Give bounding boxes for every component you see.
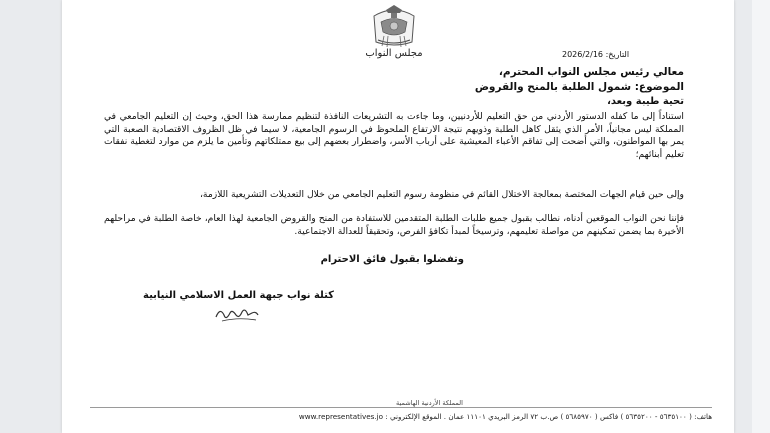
- letter-paragraph-1: استناداً إلى ما كفله الدستور الأردني من حق التعليم للأردنيين، وما جاءت به التشريعات النافذة لتنظيم ممارسة هذا الحق، وحيث إن التعليم الجامعي في المملكة ليس مجانياً، الأمر الذي يثقل كاهل الطلبة وذويهم نتيجة الارتفاع الملحوظ في الرسوم الجامعية، لا سيما في ظل الظروف الاقتصادية الصعبة التي يمر بها المواطنون، والتي أضحت إلى تفاقم الأعباء المعيشية على أرباب الأسر، واضطرار بعضهم إلى بيع ممتلكاتهم وتأمين ما يلزم من موارد لتغطية نفقات تعليم أبنائهم؛: [104, 111, 684, 160]
- letter-date: التاريخ: 2026/2/16: [562, 50, 630, 59]
- letter-subject: الموضوع: شمول الطلبة بالمنح والقروض: [474, 81, 684, 93]
- coat-of-arms-icon: [368, 2, 420, 50]
- letter-page: [62, 0, 734, 433]
- page-margin: [752, 0, 770, 433]
- letter-recipient: معالي رئيس مجلس النواب المحترم،: [498, 66, 684, 78]
- letter-greeting: تحية طيبة وبعد،: [607, 96, 684, 107]
- signature-icon: [212, 303, 262, 325]
- org-name: مجلس النواب: [365, 48, 423, 59]
- letter-signatory: كتلة نواب جبهة العمل الاسلامي النيابية: [143, 290, 334, 301]
- footer-divider: [90, 407, 712, 408]
- letter-closing: وتفضلوا بقبول فائق الاحترام: [320, 254, 464, 265]
- footer-contact: هاتف: ( ٥٦٣٥١٠٠ - ٥٦٣٥٢٠٠ ) فاكس ( ٥٦٨٥٩٧٠ ) ص.ب ٧٢ الرمز البريدي ١١١٠١ عمان . الموقع الإلكتروني : www.representatives.jo: [298, 412, 712, 421]
- letter-paragraph-2: وإلى حين قيام الجهات المختصة بمعالجة الاختلال القائم في منظومة رسوم التعليم الجامعي من خلال التعديلات التشريعية اللازمة،: [199, 189, 684, 200]
- footer-seal-text: المملكة الأردنية الهاشمية: [392, 399, 467, 407]
- letter-paragraph-3: فإننا نحن النواب الموقعين أدناه، نطالب بقبول جميع طلبات الطلبة المتقدمين للاستفادة من المنح والقروض الجامعية لهذا العام، خاصة الطلبة في مراحلهم الأخيرة بما يضمن تمكينهم من مواصلة تعليمهم، وترسيخاً لمبدأ تكافؤ الفرص، وتحقيقاً للعدالة الاجتماعية.: [104, 213, 684, 237]
